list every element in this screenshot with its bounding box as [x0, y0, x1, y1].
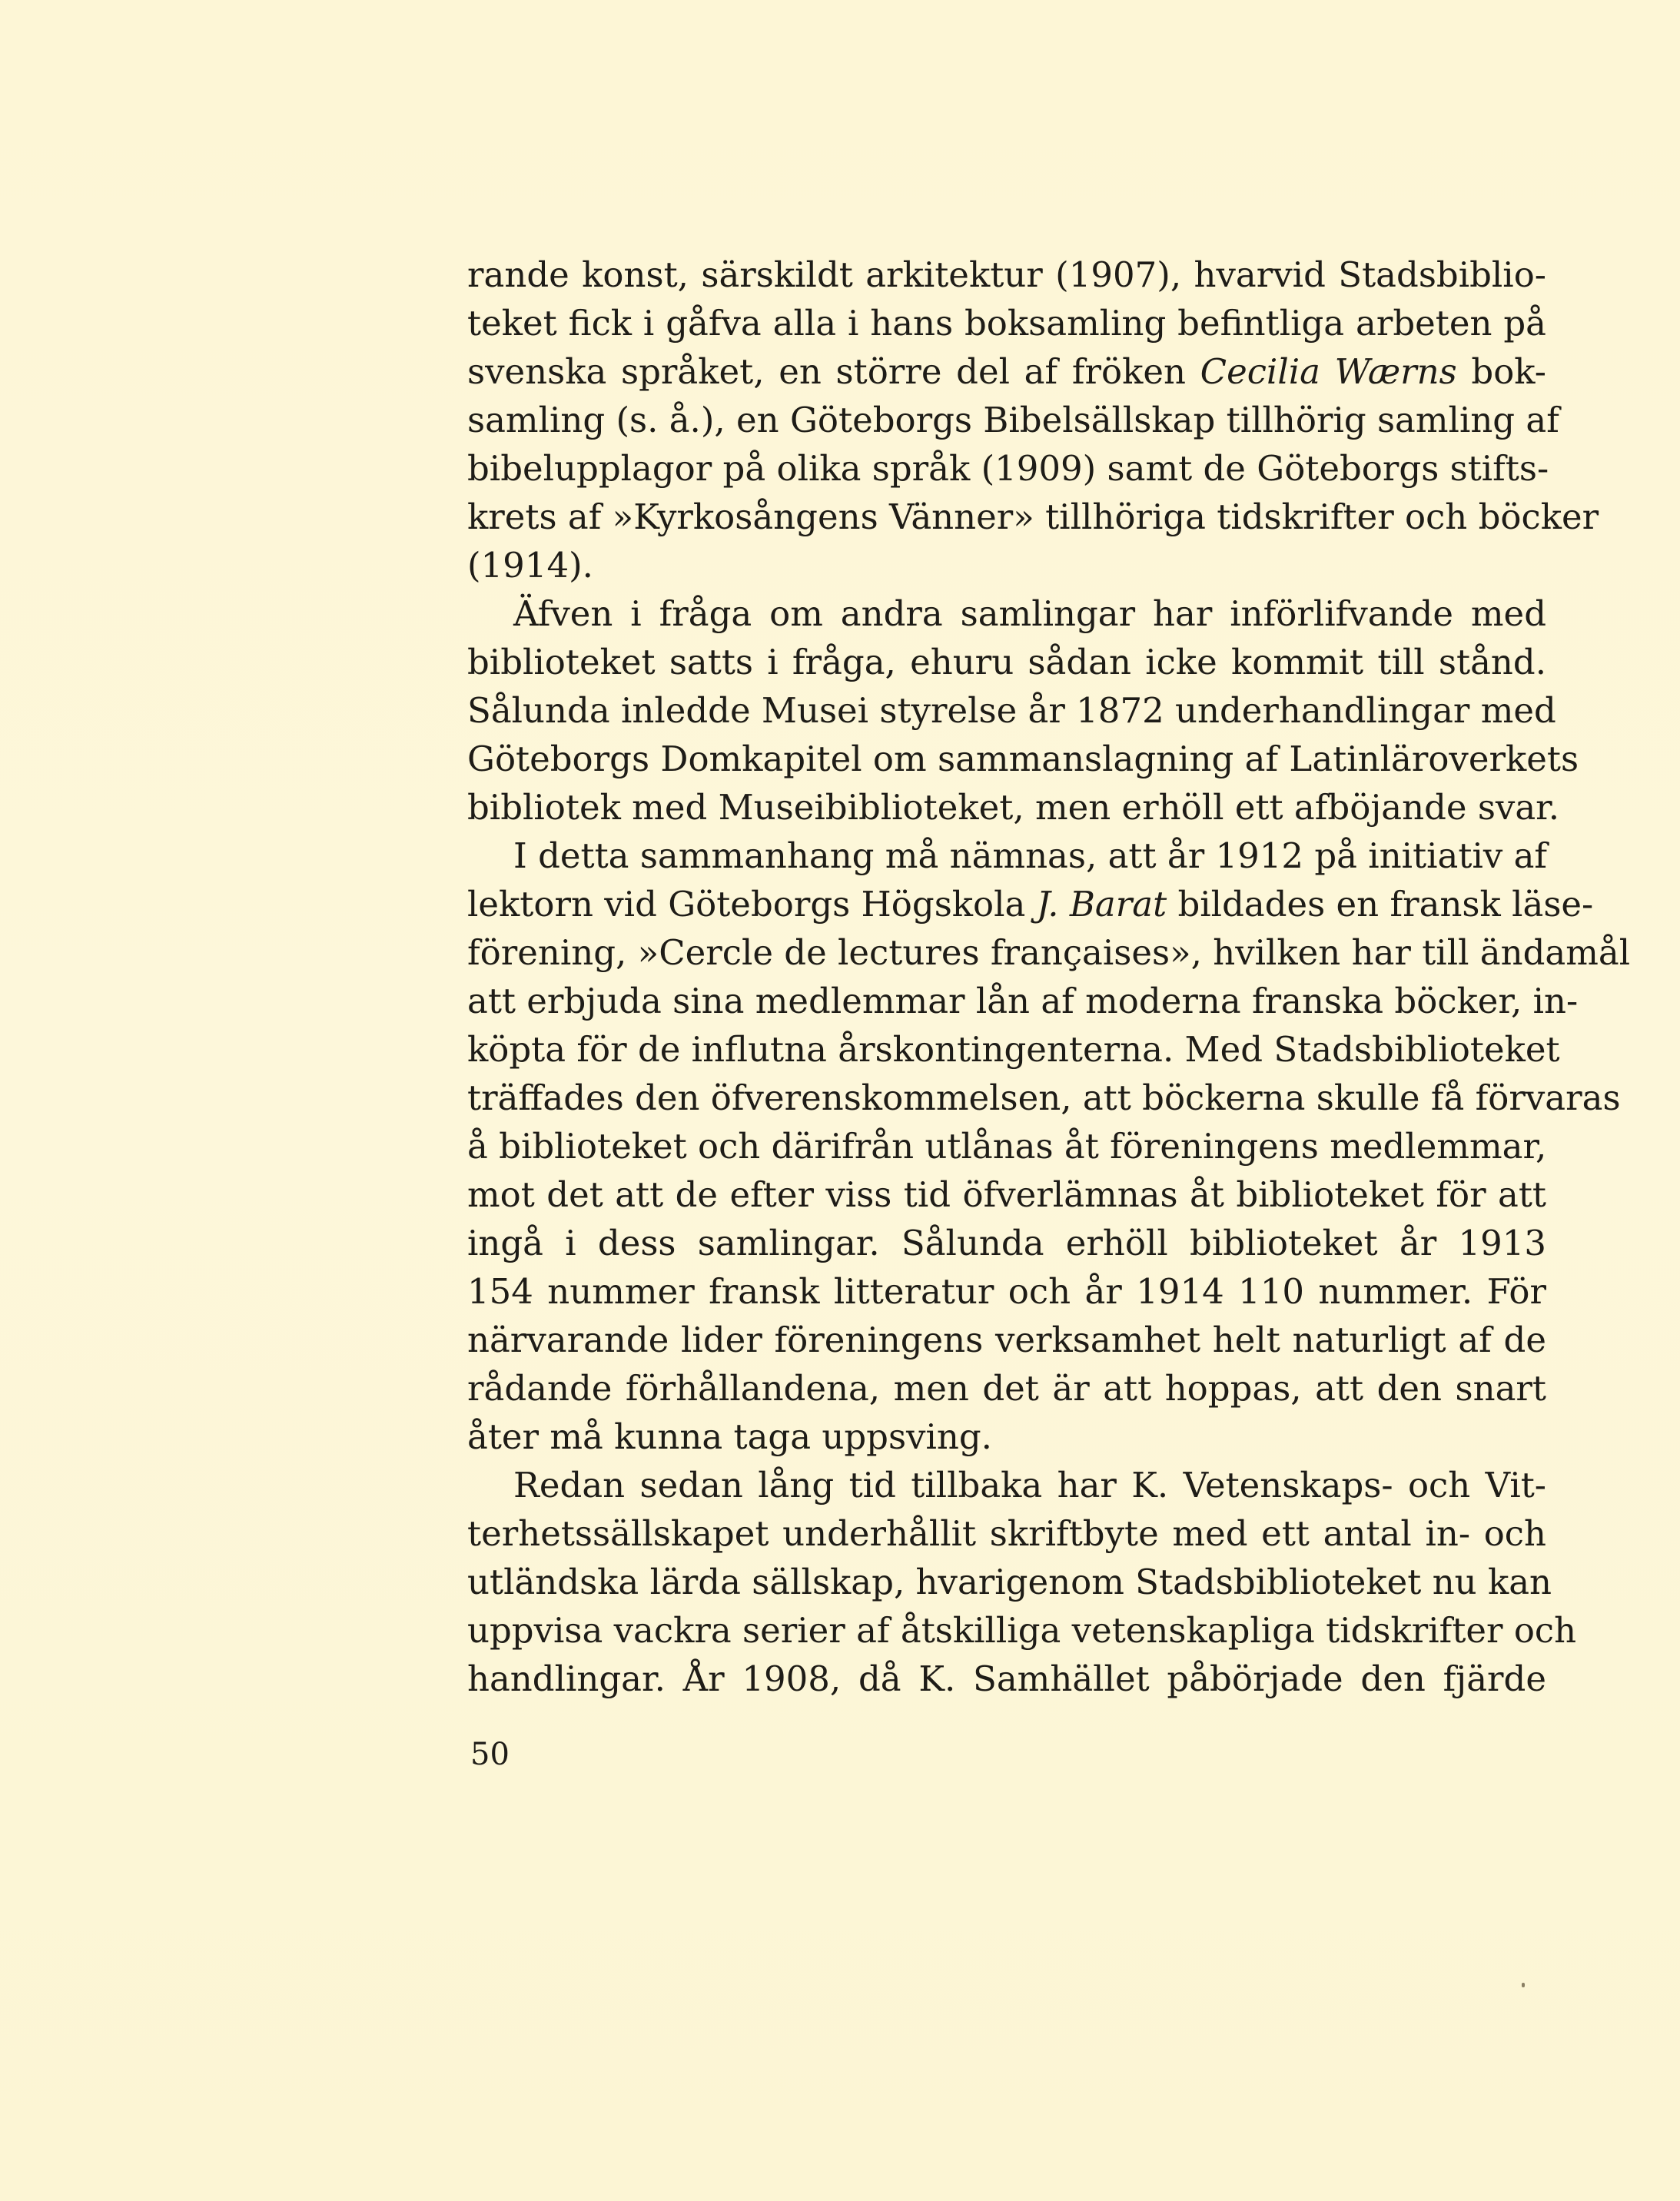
- text-line: [467, 396, 1559, 444]
- text-segment: svenska språket, en större del af fröken: [467, 351, 1200, 392]
- text-segment: Göteborgs Domkapitel om sammanslagning af Latinläroverkets: [467, 739, 1579, 779]
- text-line: [467, 1364, 1546, 1413]
- italic-name: Cecilia Wærns: [1200, 351, 1457, 392]
- text-line: [467, 638, 1546, 686]
- text-segment: bibliotek med Museibiblioteket, men erhöll ett afböjande svar.: [467, 787, 1560, 828]
- text-segment: å biblioteket och därifrån utlånas åt föreningens medlemmar,: [467, 1126, 1547, 1167]
- text-line: [467, 735, 1579, 783]
- text-line: [467, 1219, 1546, 1267]
- text-segment: krets af »Kyrkosångens Vänner» tillhöriga tidskrifter och böcker: [467, 496, 1599, 537]
- text-line: [467, 928, 1631, 977]
- text-segment: lektorn vid Göteborgs Högskola: [467, 884, 1037, 925]
- text-segment: träffades den öfverenskommelsen, att böckerna skulle få förvaras: [467, 1077, 1621, 1118]
- paper-speck: [1522, 1983, 1525, 1987]
- text-segment: uppvisa vackra serier af åtskilliga vetenskapliga tidskrifter och: [467, 1610, 1577, 1651]
- text-segment: köpta för de influtna årskontingenterna. Med Stadsbiblioteket: [467, 1029, 1560, 1070]
- text-segment: förening, »Cercle de lectures françaises», hvilken har till ändamål: [467, 932, 1631, 973]
- text-line: [467, 299, 1546, 347]
- italic-name: J. Barat: [1036, 884, 1167, 925]
- text-segment: samling (s. å.), en Göteborgs Bibelsällskap tillhörig samling af: [467, 400, 1559, 440]
- text-segment: bibelupplagor på olika språk (1909) samt de Göteborgs stifts-: [467, 448, 1549, 489]
- text-line: [467, 686, 1556, 735]
- text-segment: biblioteket satts i fråga, ehuru sådan icke kommit till stånd.: [467, 642, 1546, 682]
- text-segment: ingå i dess samlingar. Sålunda erhöll biblioteket år 1913: [467, 1223, 1546, 1263]
- body-text: [467, 251, 1631, 1703]
- text-line: [467, 1413, 1546, 1461]
- text-segment: bildades en fransk läse-: [1167, 884, 1594, 925]
- text-line: [467, 1655, 1546, 1703]
- text-line: [467, 444, 1549, 493]
- text-segment: Sålunda inledde Musei styrelse år 1872 underhandlingar med: [467, 690, 1556, 731]
- text-line: [467, 251, 1546, 299]
- text-line: [467, 1267, 1546, 1316]
- text-line: [467, 783, 1560, 832]
- text-line: [467, 589, 1546, 638]
- text-segment: Äfven i fråga om andra samlingar har införlifvande med: [513, 593, 1546, 634]
- text-line: [467, 832, 1546, 880]
- text-segment: bok-: [1456, 351, 1546, 392]
- text-line: [467, 1122, 1546, 1170]
- text-line: [467, 1025, 1560, 1074]
- text-segment: terhetssällskapet underhållit skriftbyte med ett antal in- och: [467, 1513, 1546, 1554]
- text-segment: utländska lärda sällskap, hvarigenom Stadsbiblioteket nu kan: [467, 1562, 1552, 1602]
- text-segment: Redan sedan lång tid tillbaka har K. Vetenskaps- och Vit-: [513, 1465, 1546, 1506]
- text-segment: rådande förhållandena, men det är att hoppas, att den snart: [467, 1368, 1546, 1409]
- text-segment: åter må kunna taga uppsving.: [467, 1416, 992, 1457]
- text-segment: (1914).: [467, 545, 593, 586]
- text-line: [467, 977, 1579, 1025]
- text-segment: handlingar. År 1908, då K. Samhället påbörjade den fjärde: [467, 1658, 1546, 1699]
- text-line: [467, 1509, 1546, 1558]
- text-segment: I detta sammanhang må nämnas, att år 1912 på initiativ af: [513, 835, 1548, 876]
- text-line: [467, 1461, 1546, 1509]
- text-line: [467, 1606, 1577, 1655]
- text-line: [467, 1316, 1546, 1364]
- text-line: [467, 541, 1546, 589]
- text-segment: mot det att de efter viss tid öfverlämnas åt biblioteket för att: [467, 1174, 1546, 1215]
- text-line: [467, 1170, 1546, 1219]
- text-line: [467, 493, 1599, 541]
- text-segment: teket fick i gåfva alla i hans boksamling befintliga arbeten på: [467, 303, 1546, 344]
- text-segment: 154 nummer fransk litteratur och år 1914 110 nummer. För: [467, 1271, 1546, 1312]
- page-number: 50: [470, 1737, 510, 1772]
- text-segment: närvarande lider föreningens verksamhet helt naturligt af de: [467, 1320, 1546, 1360]
- text-segment: rande konst, särskildt arkitektur (1907), hvarvid Stadsbiblio-: [467, 254, 1546, 295]
- text-line: [467, 1558, 1552, 1606]
- text-line: [467, 347, 1546, 396]
- text-line: [467, 880, 1594, 928]
- text-line: [467, 1074, 1621, 1122]
- text-segment: att erbjuda sina medlemmar lån af moderna franska böcker, in-: [467, 981, 1579, 1021]
